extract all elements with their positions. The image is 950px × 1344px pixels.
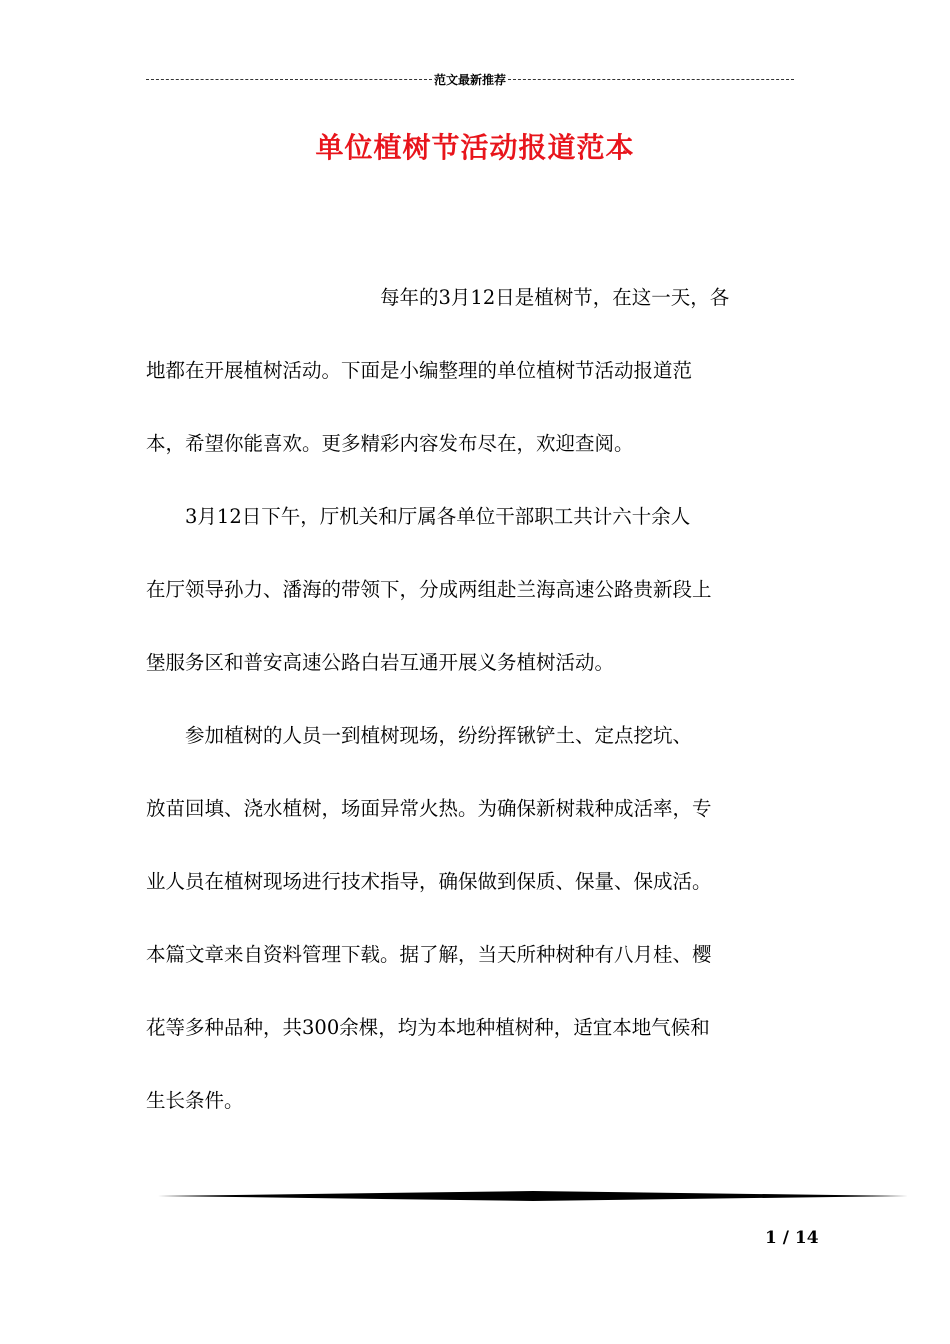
page-header [146, 68, 794, 90]
header-dash-right [508, 79, 794, 80]
body-line: 本，希望你能喜欢。更多精彩内容发布尽在，欢迎查阅。 [146, 432, 634, 455]
body-line: 堡服务区和普安高速公路白岩互通开展义务植树活动。 [146, 651, 615, 674]
body-line: 在厅领导孙力、潘海的带领下，分成两组赴兰海高速公路贵新段上 [146, 578, 712, 601]
document-title: 单位植树节活动报道范本 [315, 131, 635, 164]
body-line: 业人员在植树现场进行技术指导，确保做到保质、保量、保成活。 [146, 870, 712, 893]
footer-divider [158, 1190, 908, 1202]
page-number: 1 / 14 [765, 1228, 819, 1248]
body-line: 花等多种品种，共300余棵，均为本地种植树种，适宜本地气候和 [146, 1016, 710, 1039]
body-line: 3月12日下午，厅机关和厅属各单位干部职工共计六十余人 [146, 505, 691, 528]
header-label: 范文最新推荐 [434, 72, 507, 87]
document-body [146, 261, 796, 1137]
header-dash-left [146, 79, 432, 80]
body-line: 参加植树的人员一到植树现场，纷纷挥锹铲土、定点挖坑、 [146, 724, 693, 747]
body-line: 每年的3月12日是植树节，在这一天，各 [146, 286, 730, 309]
body-line: 本篇文章来自资料管理下载。据了解，当天所种树种有八月桂、樱 [146, 943, 712, 966]
body-line: 生长条件。 [146, 1089, 244, 1112]
body-line: 放苗回填、浇水植树，场面异常火热。为确保新树栽种成活率，专 [146, 797, 712, 820]
body-line: 地都在开展植树活动。下面是小编整理的单位植树节活动报道范 [146, 359, 693, 382]
